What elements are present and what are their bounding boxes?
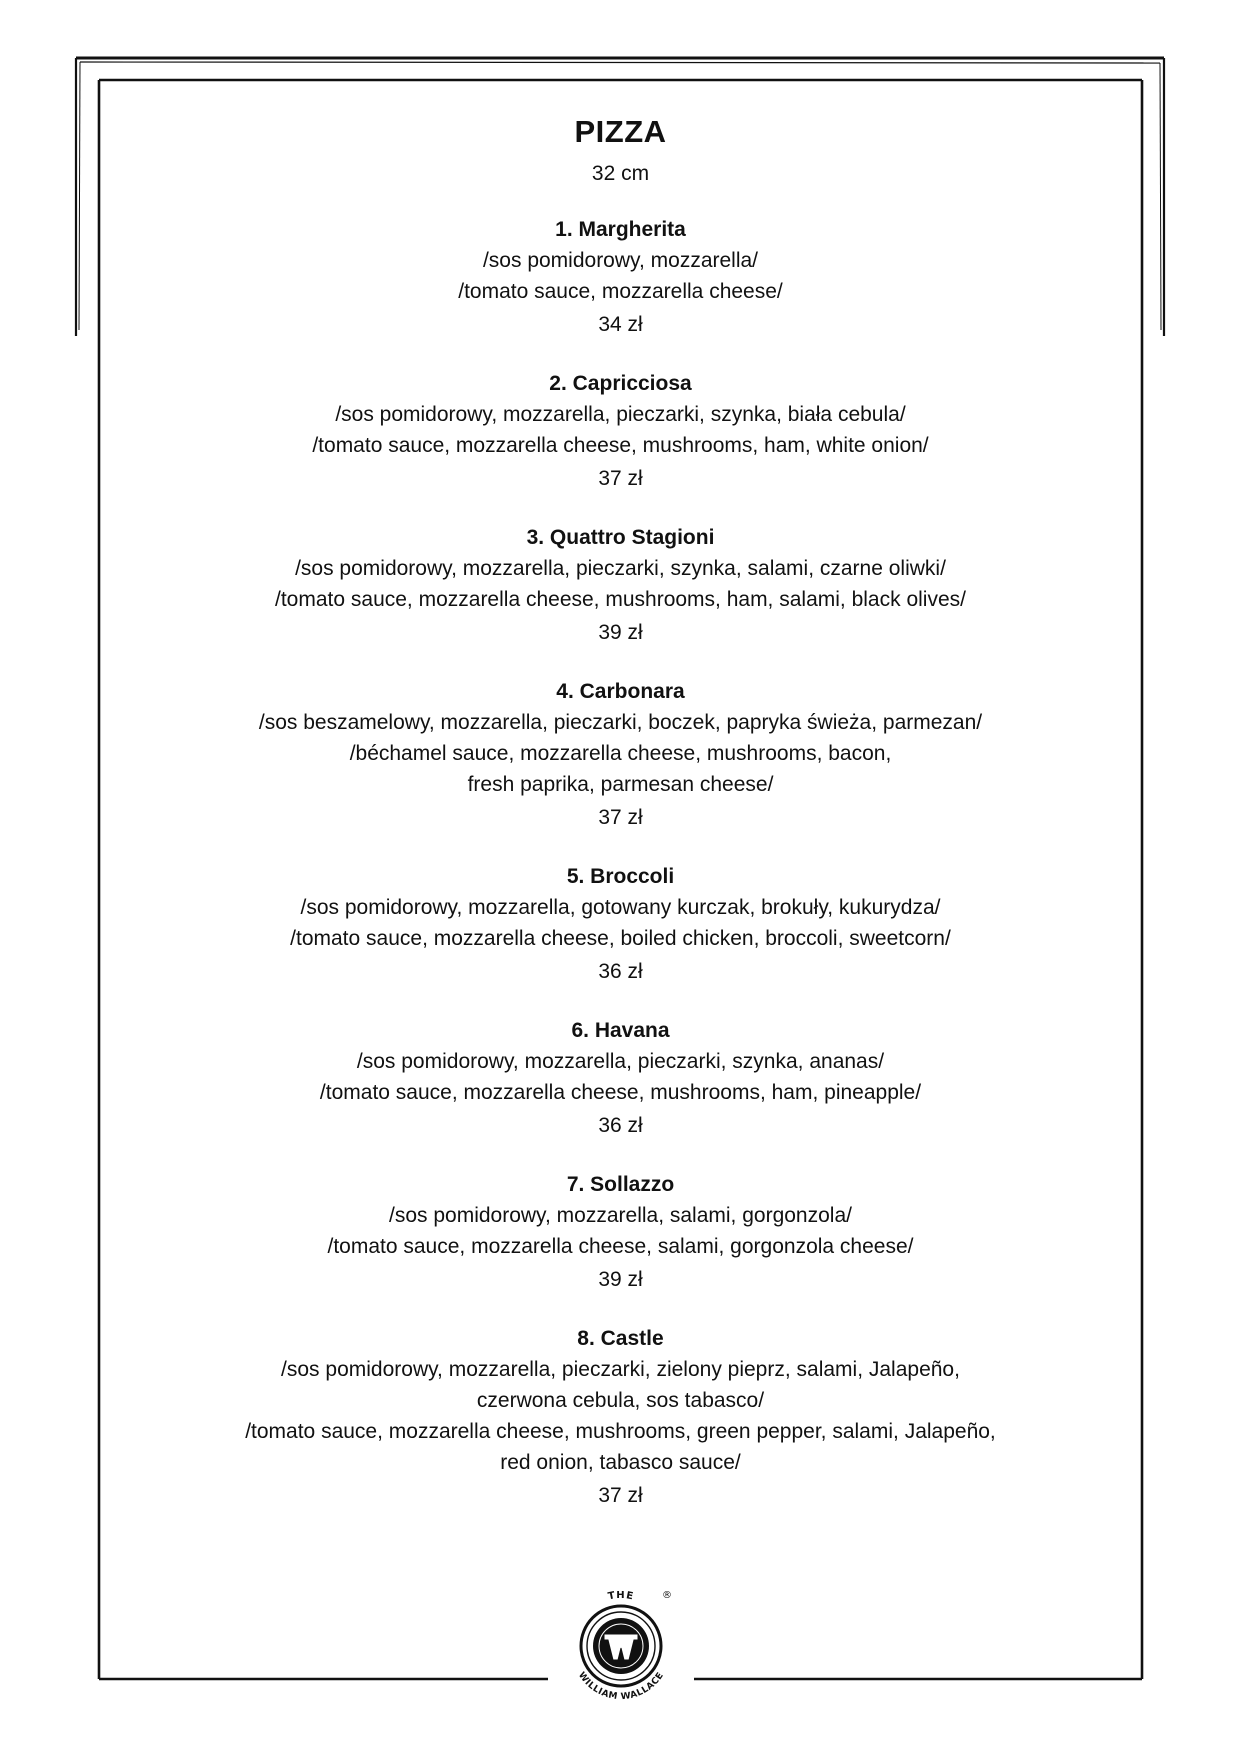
menu-item-name: 3. Quattro Stagioni xyxy=(526,526,715,549)
menu-item-ingredients: fresh paprika, parmesan cheese/ xyxy=(467,773,774,796)
menu-item-ingredients: /tomato sauce, mozzarella cheese, boiled chicken, broccoli, sweetcorn/ xyxy=(290,927,951,950)
menu-item-name: 4. Carbonara xyxy=(556,680,685,703)
registered-mark: ® xyxy=(662,1590,672,1601)
pizza-size: 32 cm xyxy=(591,162,650,185)
menu-item-price: 36 zł xyxy=(598,1114,643,1137)
menu-item-price: 39 zł xyxy=(598,1268,643,1291)
menu-item-ingredients: /tomato sauce, mozzarella cheese, mushrooms, ham, white onion/ xyxy=(312,434,929,457)
menu-content xyxy=(110,112,1131,1539)
svg-text:THE xyxy=(607,1590,635,1603)
menu-item xyxy=(110,214,1131,340)
menu-item xyxy=(110,368,1131,494)
menu-item xyxy=(110,1323,1131,1511)
menu-item-ingredients: /sos pomidorowy, mozzarella, pieczarki, szynka, ananas/ xyxy=(356,1050,885,1073)
menu-item-ingredients: /tomato sauce, mozzarella cheese, salami, gorgonzola cheese/ xyxy=(327,1235,914,1258)
menu-item-name: 5. Broccoli xyxy=(566,865,675,888)
menu-item-price: 36 zł xyxy=(598,960,643,983)
menu-item-price: 39 zł xyxy=(598,621,643,644)
menu-item-ingredients: /béchamel sauce, mozzarella cheese, mushrooms, bacon, xyxy=(349,742,892,765)
william-wallace-logo-icon xyxy=(558,1580,684,1706)
menu-item-ingredients: /tomato sauce, mozzarella cheese/ xyxy=(458,280,783,303)
menu-item xyxy=(110,522,1131,648)
menu-item-ingredients: /tomato sauce, mozzarella cheese, mushrooms, green pepper, salami, Jalapeño, xyxy=(245,1420,996,1443)
menu-item xyxy=(110,1169,1131,1295)
menu-item-ingredients: /sos pomidorowy, mozzarella/ xyxy=(482,249,759,272)
menu-item xyxy=(110,676,1131,833)
menu-item-ingredients: /tomato sauce, mozzarella cheese, mushrooms, ham, pineapple/ xyxy=(319,1081,922,1104)
menu-item-ingredients: /sos pomidorowy, mozzarella, pieczarki, szynka, salami, czarne oliwki/ xyxy=(295,557,946,580)
menu-item-price: 34 zł xyxy=(598,313,643,336)
menu-item-ingredients: red onion, tabasco sauce/ xyxy=(500,1451,741,1474)
menu-item-name: 2. Capricciosa xyxy=(549,372,692,395)
logo-text-bottom: WILLIAM WALLACE xyxy=(575,1670,667,1703)
menu-item-price: 37 zł xyxy=(598,806,643,829)
menu-item-ingredients: /sos pomidorowy, mozzarella, salami, gorgonzola/ xyxy=(389,1204,852,1227)
menu-item-ingredients: czerwona cebula, sos tabasco/ xyxy=(476,1389,765,1412)
logo-text-top: THE xyxy=(607,1589,635,1603)
menu-item-ingredients: /sos beszamelowy, mozzarella, pieczarki, boczek, papryka świeża, parmezan/ xyxy=(258,711,983,734)
menu-item xyxy=(110,1015,1131,1141)
menu-item-price: 37 zł xyxy=(598,467,643,490)
menu-item-name: 8. Castle xyxy=(577,1327,664,1350)
menu-item-name: 7. Sollazzo xyxy=(566,1173,675,1196)
menu-item-ingredients: /sos pomidorowy, mozzarella, gotowany kurczak, brokuły, kukurydza/ xyxy=(300,896,941,919)
menu-item-name: 1. Margherita xyxy=(555,218,686,241)
menu-item-name: 6. Havana xyxy=(571,1019,670,1042)
page-title: PIZZA xyxy=(574,114,667,149)
menu-item-ingredients: /sos pomidorowy, mozzarella, pieczarki, zielony pieprz, salami, Jalapeño, xyxy=(281,1358,960,1381)
menu-item-ingredients: /tomato sauce, mozzarella cheese, mushrooms, ham, salami, black olives/ xyxy=(275,588,966,611)
menu-item-ingredients: /sos pomidorowy, mozzarella, pieczarki, szynka, biała cebula/ xyxy=(335,403,906,426)
menu-items xyxy=(110,214,1131,1511)
menu-item xyxy=(110,861,1131,987)
menu-item-price: 37 zł xyxy=(598,1484,643,1507)
